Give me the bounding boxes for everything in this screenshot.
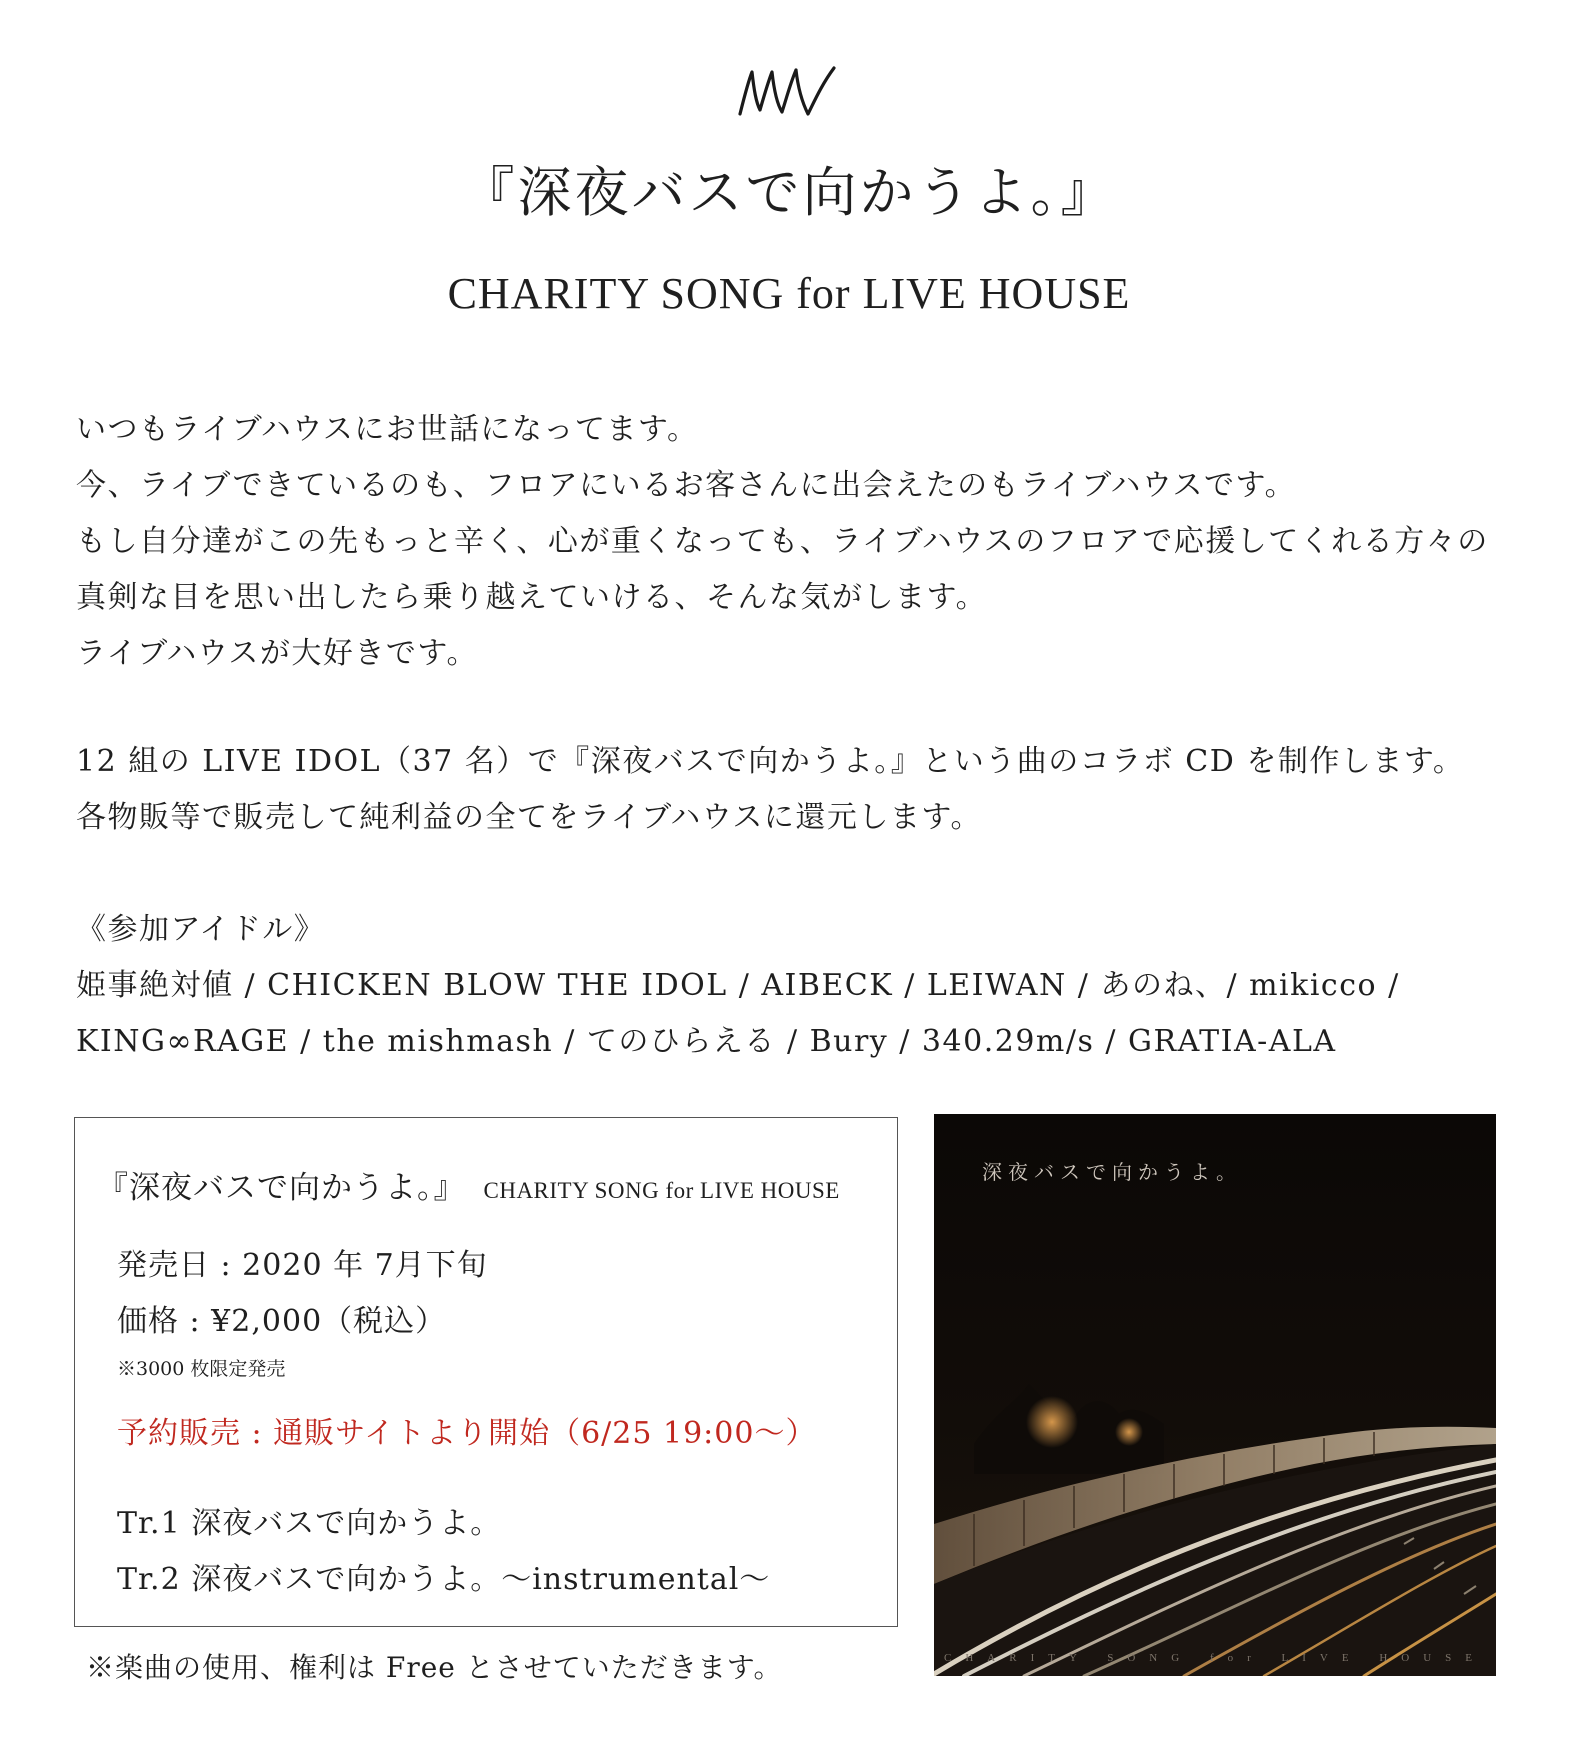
release-title-row [97,1162,840,1207]
collab-line: 各物販等で販売して純利益の全てをライブハウスに還元します。 [76,800,982,835]
cover-bottom-text: CHARITY SONG for LIVE HOUSE [944,1652,1486,1664]
release-info-box [74,1117,898,1627]
track-item: Tr.1 深夜バスで向かうよ。 [117,1506,502,1541]
release-subtitle: CHARITY SONG for LIVE HOUSE [483,1178,840,1203]
intro-line: もし自分達がこの先もっと辛く、心が重くなっても、ライブハウスのフロアで応援してくれる方々の [76,524,1489,559]
idols-line: 姫事絶対値 / CHICKEN BLOW THE IDOL / AIBECK / LEIWAN / あのね、/ mikicco / [76,968,1400,1003]
track-item: Tr.2 深夜バスで向かうよ。〜instrumental〜 [117,1562,771,1597]
page-subtitle: CHARITY SONG for LIVE HOUSE [447,269,1131,318]
release-date: 発売日 : 2020 年 7月下旬 [117,1248,488,1283]
reservation-notice: 予約販売 : 通販サイトより開始（6/25 19:00〜） [117,1416,817,1451]
release-title: 『深夜バスで向かうよ。』 [97,1170,466,1206]
intro-line: いつもライブハウスにお世話になってます。 [76,412,699,447]
page-title: 『深夜バスで向かうよ。』 [460,161,1118,224]
cover-title: 深夜バスで向かうよ。 [982,1160,1242,1184]
idols-line: KING∞RAGE / the mishmash / てのひらえる / Bury / 340.29m/s / GRATIA-ALA [76,1024,1337,1059]
logo [0,62,1578,132]
usage-footnote: ※楽曲の使用、権利は Free とさせていただきます。 [86,1651,783,1684]
cd-cover-image [934,1114,1496,1676]
highway-night-photo [934,1114,1496,1676]
release-price: 価格 : ¥2,000（税込） [117,1304,447,1339]
collab-line: 12 組の LIVE IDOL（37 名）で『深夜バスで向かうよ。』という曲のコラボ CD を制作します。 [76,744,1465,779]
idols-section [76,902,1516,1070]
intro-line: ライブハウスが大好きです。 [76,636,478,671]
intro-line: 真剣な目を思い出したら乗り越えていける、そんな気がします。 [76,580,988,615]
intro-line: 今、ライブできているのも、フロアにいるお客さんに出会えたのもライブハウスです。 [76,468,1297,503]
limit-note: ※3000 枚限定発売 [117,1358,286,1380]
idols-heading: 《参加アイドル》 [76,912,326,947]
collab-paragraph [76,734,1516,846]
intro-paragraph [76,402,1516,682]
mv-logo-signature [734,62,844,128]
